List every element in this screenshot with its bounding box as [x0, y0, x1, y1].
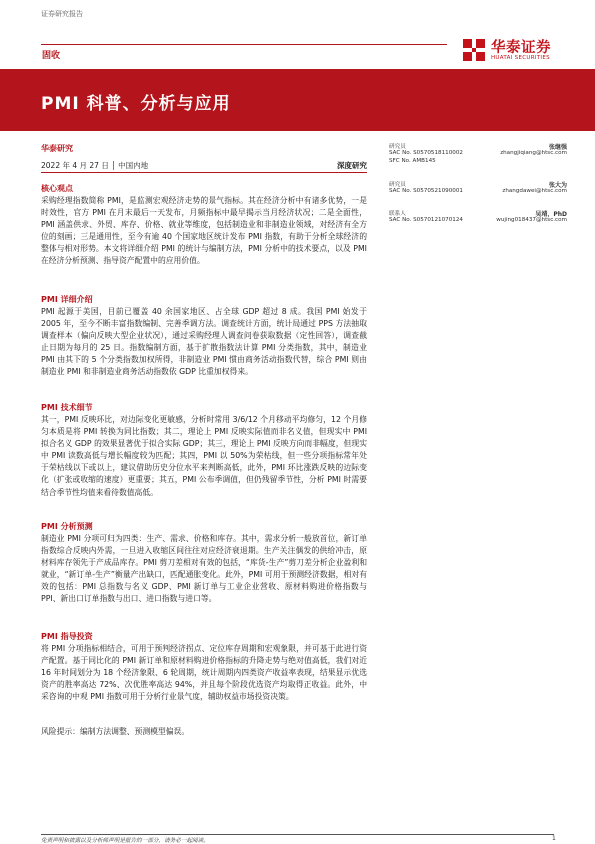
header-rule [41, 44, 447, 45]
huatai-logo-mark-icon [462, 38, 486, 62]
report-kind: 深度研究 [337, 161, 367, 170]
analyst-name: 张大为 [548, 182, 567, 189]
page-number: 1 [552, 835, 556, 842]
analyst-card [389, 180, 567, 196]
section-body: 采购经理指数简称 PMI，是监测宏观经济走势的景气指标。其在经济分析中有诸多优势，一是时效性，官方 PMI 在月末最后一天发布，月频指标中最早揭示当月经济状况；二是全面性，PMI 涵盖供求、外贸、库存、价格、就业等维度，包括制造业和非制造业领域，对经济有全方位的刻画；三是通用性，至今有逾 40 个国家地区统计发布 PMI 指数，有助于分析全球经济的整体与相对形势。本文将详细介绍 PMI 的统计与编制方法，PMI 分析中的技术要点，以及 PMI 在经济分析预测、指导资产配置中的应用价值。 [41, 196, 367, 266]
meta-row [41, 160, 367, 171]
report-title: PMI 科普、分析与应用 [41, 94, 231, 114]
risk-note: 风险提示：编制方法调整、预测模型偏误。 [41, 727, 190, 736]
report-type-label: 证券研究报告 [41, 10, 83, 18]
analyst-card [389, 209, 567, 225]
section-heading: PMI 指导投资 [41, 632, 93, 641]
footer-rule [41, 834, 554, 835]
analyst-name: 张继强 [548, 144, 567, 151]
meta-rule [41, 172, 367, 173]
analyst-card [389, 142, 567, 166]
section-body: 制造业 PMI 分项可归为四类：生产、需求、价格和库存。其中，需求分析一般放首位，新订单指数综合反映内外需，一旦进入收缩区间往往对应经济衰退期。生产关注偶发的供给冲击，原材料库存领先于产成品库存。PMI 剪刀差相对有效的包括，“库货-生产”剪刀差分析企业盈利和就业，“新订单-生产”衡量产出缺口，匹配通胀变化。此外，PMI 可用于预测经济数据，相对有效的包括：PMI 总指数与名义 GDP、PMI 新订单与工业企业营收、原材料购进价格指数与 PPI、新出口订单指数与出口、进口指数与进口等。 [41, 534, 367, 604]
analyst-sac: SAC No. S0570518110002 [389, 150, 463, 156]
analyst-email[interactable]: zhangdawei@htsc.com [502, 188, 567, 194]
footer-disclaimer: 免责声明和披露以及分析师声明是报告的一部分，请务必一起阅读。 [41, 838, 209, 844]
logo-subtext: HUATAI SECURITIES [491, 55, 550, 61]
analyst-email[interactable]: zhangjiqiang@htsc.com [500, 150, 567, 156]
section-body: 将 PMI 分项指标相结合，可用于预判经济拐点、定位库存周期和宏观象限，并可基于此进行资产配置。基于同比化的 PMI 新订单和原材料购进价格指标的升降走势与绝对值高低，我们对近 16 年时间划分为 18 个经济象限、6 轮周期，统计周期内四类资产收益率表现，结果显示优选资产的胜率高达 72%、次优胜率高达 94%，并且每个阶段优选资产均取得正收益。此外，中采咨询的中观 PMI 指数可用于分析行业景气度，辅助权益市场投资决策。 [41, 644, 367, 702]
section-body: PMI 起源于美国，目前已覆盖 40 余国家地区、占全球 GDP 超过 8 成。我国 PMI 始发于 2005 年，至今不断丰富指数编制、完善季调方法。调查统计方面，统计局通过 PPS 方法抽取调查样本（偏向反映大型企业状况），通过采购经理人调查问卷获取数据（定性回答），调查截止日期为每月的 25 日。指数编制方面，基于扩散指数法计算 PMI 分类指数，其中，制造业 PMI 由其下的 5 个分类指数加权所得，非制造业 PMI 惯由商务活动指数代替，综合 PMI 则由制造业 PMI 和非制造业商务活动指数依 GDP 比重加权得来。 [41, 307, 367, 377]
analyst-email[interactable]: wujing018437@htsc.com [496, 217, 567, 223]
date-region: 2022 年 4 月 27 日 │ 中国内地 [41, 161, 149, 170]
analyst-sfc: SFC No. AMB145 [389, 158, 436, 164]
analyst-role: 研究员 [389, 182, 406, 188]
logo-text: 华泰证券 [491, 40, 551, 56]
section-heading: PMI 分析预测 [41, 522, 93, 531]
section-heading: 核心观点 [41, 184, 73, 193]
section-heading: PMI 详细介绍 [41, 295, 93, 304]
analyst-role: 研究员 [389, 144, 406, 150]
analyst-sac: SAC No. S0570521090001 [389, 188, 463, 194]
huatai-logo [462, 36, 562, 66]
analyst-name: 吴靖，PhD [535, 211, 567, 218]
analyst-sac: SAC No. S0570121070124 [389, 217, 463, 223]
category-label: 固收 [42, 51, 61, 61]
research-team: 华泰研究 [41, 144, 73, 153]
section-body: 其一，PMI 反映环比，对边际变化更敏感，分析时常用 3/6/12 个月移动平均修匀，12 个月修匀本质是将 PMI 转换为同比指数；其二，理论上 PMI 反映实际值而非名义值，但现实中 PMI 拟合名义 GDP 的效果显著优于拟合实际 GDP；其三，理论上 PMI 反映方向而非幅度，但现实中 PMI 读数高低与增长幅度较为匹配；其四，PMI 以 50%为荣枯线，但一些分项指标常年处于荣枯线以下或以上，建议借助历史分位水平来判断高低，此外，PMI 环比涨跌反映的边际变化（扩张或收缩的速度）更重要；其五，PMI 公布季调值，但仍残留季节性，分析 PMI 时需要结合季节性均值来看待数值高低。 [41, 415, 367, 497]
section-heading: PMI 技术细节 [41, 403, 93, 412]
analyst-role: 联系人 [389, 211, 406, 217]
